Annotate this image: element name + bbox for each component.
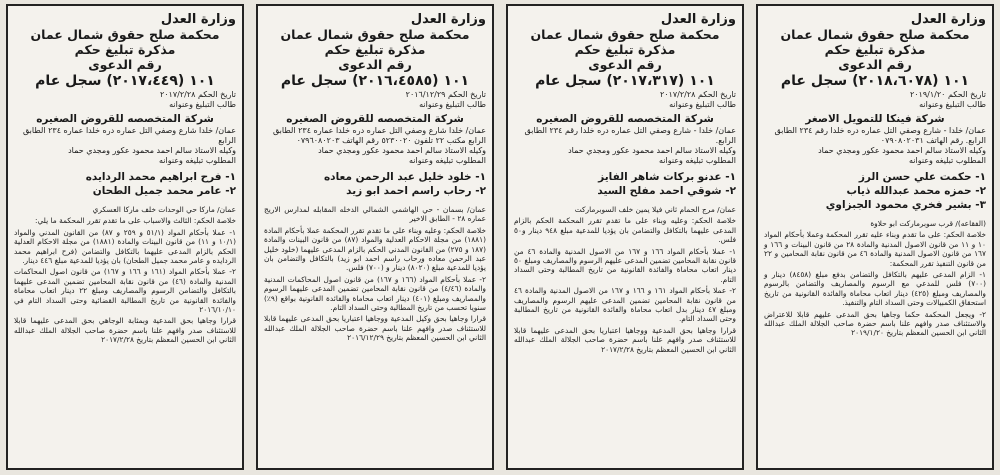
ministry-name: وزارة العدل (910, 12, 986, 27)
plaintiff-name: شركة المتخصصه للقروض الصغيره (286, 113, 464, 125)
case-label: رقم الدعوى (588, 57, 662, 72)
case-label: رقم الدعوى (88, 57, 162, 72)
judgment-body (514, 203, 736, 354)
case-label: رقم الدعوى (338, 57, 412, 72)
plaintiff-label: طالب التبليغ وعنوانه (919, 100, 986, 109)
memo-title: مذكرة تبليغ حكم (74, 42, 176, 57)
lawyer-name: وكيله الاستاذ سالم احمد محمود عكور ومجدي حماد (568, 146, 736, 155)
body-paragraph: ٢- ويجعل المحكمة حكما وجاهيا بحق المدعى عليهم قابلا للاعتراض والاستئناف صدر وافهم علنا باسم حضرة صاحب الجلالة الملك عبدالله الثاني ابن الحسين المعظم بتاريخ ٢٠١٩/١/٢٠ (764, 309, 986, 338)
to-notify-label: المطلوب تبليغه وعنوانه (658, 156, 736, 165)
body-paragraph: قرارا وجاهيا بحق وكيل المدعية ووجاهيا اعتباريا بحق المدعى عليهما قابلا للاستئناف صدر وافهم علنا باسم حضرة صاحب الجلالة الملك عبدالله الثاني ابن الحسين المعظم بتاريخ ٢٠١٦/١٢/٢٩ (264, 314, 486, 343)
plaintiff-name: شركة فينكا للتمويل الاصغر (805, 113, 945, 125)
body-paragraph: خلاصة الحكم: على ما تقدم وبناء عليه تقرر المحكمة وعملا بأحكام المواد ١٠ و ١١ من قانون الاصول المدنية والمادة ٢٨ من قانون البينات و ١٦٦ و ١٦٧ من قانون الاصول المدنية والمادة ٤٦ من قانون نقابة المحامين و ٢٢ من قانون التنفيذ تقرر المحكمة: (764, 230, 986, 268)
defendant-name: ١- فرح ابراهيم محمد الردايده (85, 171, 236, 183)
memo-title: مذكرة تبليغ حكم (824, 42, 926, 57)
defendant-name: ١- عدنو بركات شاهر الفايز (598, 171, 736, 183)
case-number: ١٠١ (٢٠١٦،٤٥٨٥) سجل عام (280, 73, 470, 89)
notice-2 (506, 4, 744, 470)
court-name: محكمة صلح حقوق شمال عمان (30, 27, 220, 42)
defendant-name: ٢- حمزه محمد عبدالله ذياب (846, 185, 986, 197)
body-paragraph: ٢- عملا بأحكام المواد (١٦٦ و ١٦٧) من قانون اصول المحاكمات المدنية والمادة (٤/٤٦) من قانون نقابة المحامين تضمين المدعى عليهما الرسوم والمصاريف ومبلغ (٤٠١) دينار اتعاب محاماة والفائدة القانونية بواقع (٩٪) سنويا تحسب من تاريخ المطالبة وحتى السداد التام. (264, 274, 486, 313)
defendant-name: ٢- رحاب راسم احمد ابو زيد (346, 185, 486, 197)
judgment-date: تاريخ الحكم ٢٠١٩/١/٢٠ (909, 90, 986, 99)
judgment-body (14, 203, 236, 345)
body-paragraph: عمان/ بسمان - حي الهاشمي الشمالي الدخله المقابله لمدارس الاريج عماره ٢٨ - الطابق الاخير (264, 205, 486, 224)
memo-title: مذكرة تبليغ حكم (574, 42, 676, 57)
body-paragraph: ١- عملا بأحكام المواد (٥١/١ و ٢٥٩ و ٨٧) من القانون المدني والمواد (١٠/١ و ١١) من قانون البينات والمادة (١٨٨١) من مجلة الاحكام العدلية الحكم بالزام المدعى عليهما بالتكافل والتضامن (فرح ابراهيم محمد الردايده و عامر محمد جميل الطحان) بان يؤديا للمدعية مبلغ ٤٤٦ دينار. (14, 227, 236, 266)
lawyer-name: وكيله الاستاذ سالم احمد محمود عكور ومجدي حماد (318, 146, 486, 155)
notice-4 (6, 4, 244, 470)
defendant-name: ٢- عامر محمد جميل الطحان (92, 185, 236, 197)
body-paragraph: ٢- عملا بأحكام المواد ١٦١ و ١٦٦ و ١٦٧ من الاصول المدنية والمادة ٤٦ من قانون نقابة المحامين تضمين المدعى عليهم الرسوم والمصاريف ومبلغ ٤٧ دينار بدل اتعاب محاماة والفائدة القانونية من تاريخ المطالبة وحتى السداد التام. (514, 286, 736, 324)
court-name: محكمة صلح حقوق شمال عمان (780, 27, 970, 42)
ministry-name: وزارة العدل (160, 12, 236, 27)
case-number: ١٠١ (٢٠١٨،٦٠٧٨) سجل عام (780, 73, 970, 89)
defendants-list (764, 170, 986, 212)
plaintiff-name: شركة المتخصصه للقروض الصغيره (36, 113, 214, 125)
plaintiff-address: عمان/ خلدا - شارع وصفي التل عماره دره خلدا رقم ٢٣٤ الطابق الرابع. (524, 126, 736, 145)
ministry-name: وزارة العدل (410, 12, 486, 27)
memo-title: مذكرة تبليغ حكم (324, 42, 426, 57)
plaintiff-label: طالب التبليغ وعنوانه (669, 100, 736, 109)
to-notify-label: المطلوب تبليغه وعنوانه (908, 156, 986, 165)
body-paragraph: قرارا وجاهيا بحق المدعية وبمثابة الوجاهي بحق المدعى عليهما قابلا للاستئناف صدر وافهم علنا باسم حضرة صاحب الجلالة الملك عبدالله الثاني ابن الحسين المعظم بتاريخ ٢٠١٧/٢/٢٨ (14, 316, 236, 345)
body-paragraph: عمان/ مرج الحمام ثاني فيلا يمين خلف السوبرماركت (574, 205, 736, 214)
notice-1 (756, 4, 994, 470)
notice-3 (256, 4, 494, 470)
lawyer-name: وكيله الاستاذ سالم احمد محمود عكور ومجدي حماد (818, 146, 986, 155)
defendants-list (514, 170, 736, 198)
plaintiff-label: طالب التبليغ وعنوانه (169, 100, 236, 109)
judgment-body (764, 217, 986, 338)
body-paragraph: ١- عملا بأحكام المواد ١٦٦ و ١٦٧ من الاصول المدنية والمادة ٤٦ من قانون نقابة المحامين تضمين المدعى عليهم الرسوم والمصاريف ومبلغ ٥٠ دينار اتعاب محاماة والفائدة القانونية من تاريخ المطالبة وحتى السداد التام. (514, 246, 736, 284)
body-paragraph: ٢- عملا بأحكام المواد (١٦١ و ١٦٦ و ١٦٧) من قانون اصول المحاكمات المدنية والمادة (٤٦) من قانون نقابة المحامين تضمين المدعى عليهما بالتكافل والتضامن الرسوم والمصاريف ومبلغ ٢٢ دينار اتعاب محاماة والفائدة القانونية من تاريخ المطالبة القضائية وحتى السداد التام في ٢٠١٦/١٠/١٠ (14, 267, 236, 315)
plaintiff-address: عمان/ خلدا - شارع وصفي التل عماره دره خلدا رقم ٢٣٤ الطابق الرابع. رقم الهاتف ٠٧٩٠٨٠٢٠٣١ (774, 126, 986, 145)
judgment-date: تاريخ الحكم ٢٠١٧/٢/٢٨ (159, 90, 236, 99)
body-paragraph: خلاصة الحكم: وعليه وبناء على ما تقدم تقرر المحكمة عملا بأحكام المادة (١٨٨١) من مجلة الاحكام العدلية والمواد (٨٧) من قانون البينات والمادة (١٨٧ و ٢٧٥) من القانون المدني الحكم بالزام المدعى عليهما (خلود خليل عبد الرحمن معاده ورحاب راسم احمد ابو زيد) بالتكافل والتضامن بان يؤديا للمدعية مبلغ (٨٠٢٠) دينار و (٧٠٠) فلس. (264, 225, 486, 273)
defendants-list (14, 170, 236, 198)
lawyer-name: وكيله الاستاذ سالم احمد محمود عكور ومجدي حماد (68, 146, 236, 155)
to-notify-label: المطلوب تبليغه وعنوانه (158, 156, 236, 165)
defendant-name: ٢- شوقي احمد مفلح السيد (597, 185, 736, 197)
defendant-name: ١- خلود خليل عبد الرحمن معاده (323, 171, 486, 183)
body-paragraph: خلاصة الحكم: الثالث والاسباب على ما تقدم تقرر المحكمة ما يلي: (35, 216, 236, 226)
plaintiff-label: طالب التبليغ وعنوانه (419, 100, 486, 109)
judgment-date: تاريخ الحكم ٢٠١٧/٢/٢٨ (659, 90, 736, 99)
judgment-body (264, 203, 486, 343)
case-label: رقم الدعوى (838, 57, 912, 72)
to-notify-label: المطلوب تبليغه وعنوانه (408, 156, 486, 165)
defendants-list (264, 170, 486, 198)
body-paragraph: عمان/ ماركا حي الوحدات خلف ماركا العسكري (92, 205, 236, 214)
plaintiff-address: عمان/ خلدا شارع وصفي التل عماره دره خلدا عماره ٢٣٤ الطابق الرابع (22, 126, 236, 145)
body-paragraph: خلاصة الحكم: وعليه وبناء على ما تقدم تقرر المحكمة الحكم بالزام المدعى عليهما بالتكافل والتضامن بان يؤديا للمدعية مبلغ ٩٤٨ دينار و٥٠ فلس. (514, 216, 736, 245)
judgment-date: تاريخ الحكم ٢٠١٦/١٢/٢٩ (405, 90, 486, 99)
defendant-name: ٣- بشير فخري محمود الجبزاوي (825, 199, 986, 211)
case-number: ١٠١ (٢٠١٧،٤٤٩) سجل عام (35, 73, 215, 89)
plaintiff-address: عمان/ خلدا شارع وصفي التل عماره دره خلدا عماره ٢٣٤ الطابق الرابع مكتب ٢٢ تلفون ٥٢٣٠٠٢٠ رقم الهاتف ٠٧٩٦٠٨٠٢٠٣ (272, 126, 486, 145)
defendant-name: ١- حكمت علي حسن الرز (858, 171, 986, 183)
court-name: محكمة صلح حقوق شمال عمان (280, 27, 470, 42)
plaintiff-name: شركة المتخصصه للقروض الصغيره (536, 113, 714, 125)
court-name: محكمة صلح حقوق شمال عمان (530, 27, 720, 42)
ministry-name: وزارة العدل (660, 12, 736, 27)
case-number: ١٠١ (٢٠١٧،٣١٧) سجل عام (535, 73, 715, 89)
body-paragraph: قرارا وجاهيا بحق المدعية ووجاهيا اعتباريا بحق المدعى عليهما قابلا للاستئناف صدر وافهم علنا باسم حضرة صاحب الجلالة الملك عبدالله الثاني ابن الحسين المعظم بتاريخ ٢٠١٧/٢/٢٨ (514, 325, 736, 354)
body-paragraph: ١- الزام المدعى عليهم بالتكافل والتضامن بدفع مبلغ (٨٤٥٨) دينار و (٧٠٠) فلس للمدعي مع الرسوم والمصاريف والتضامن بالرسوم والمصاريف ومبلغ (٤٢٥) دينار اتعاب محاماة والفائدة القانونية من تاريخ استحقاق الكمبيالات وحتى السداد التام والتنفيذ. (764, 270, 986, 308)
body-paragraph: (الفقاعه)/ قرب سوبرماركت ابو حلاوة (870, 219, 986, 228)
